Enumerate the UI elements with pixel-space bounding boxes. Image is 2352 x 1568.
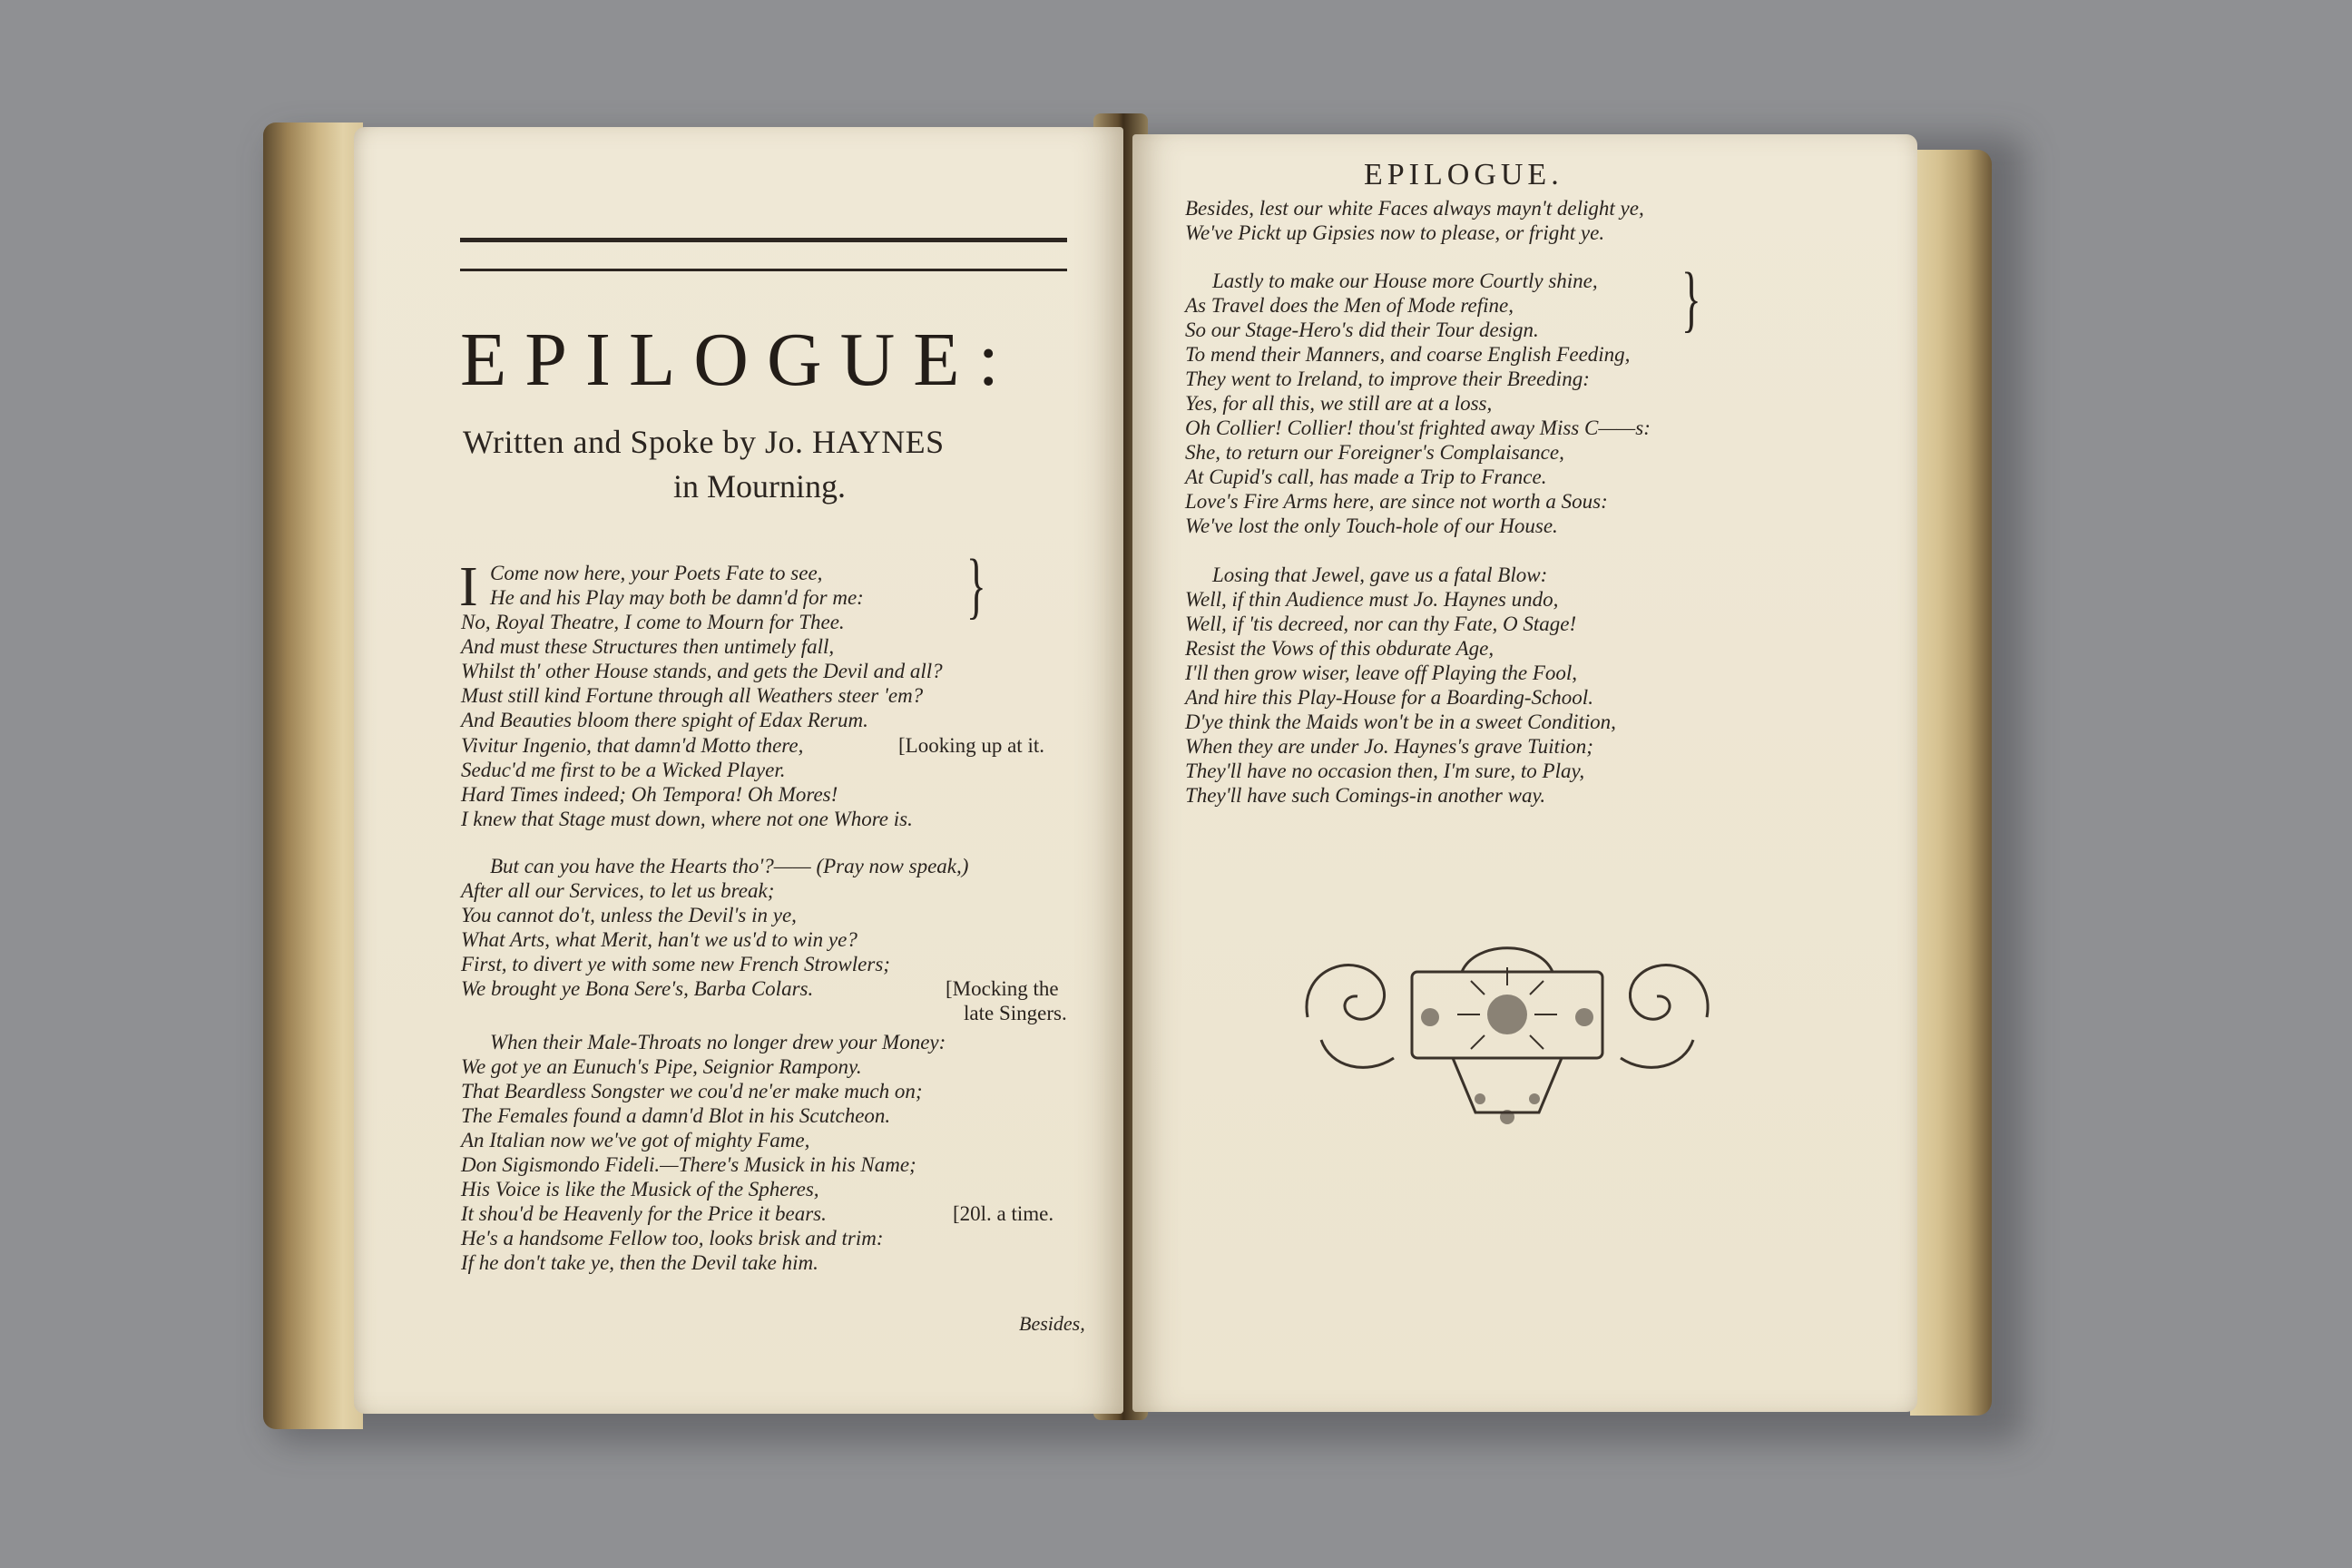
drop-cap: I: [459, 556, 478, 618]
verse-line: I'll then grow wiser, leave off Playing the Fool,: [1185, 662, 1578, 684]
verse-line: We've Pickt up Gipsies now to please, or fright ye.: [1185, 221, 1605, 244]
verse-line: And must these Structures then untimely fall,: [461, 635, 835, 658]
verse-line: Lastly to make our House more Courtly shine,: [1212, 270, 1598, 292]
verse-line: We got ye an Eunuch's Pipe, Seignior Rampony.: [461, 1055, 862, 1078]
verse-line: Hard Times indeed; Oh Tempora! Oh Mores!: [461, 783, 838, 806]
verse-line: At Cupid's call, has made a Trip to France.: [1185, 466, 1547, 488]
verse-line: So our Stage-Hero's did their Tour design.: [1185, 318, 1539, 341]
verse-line: No, Royal Theatre, I come to Mourn for Thee.: [461, 611, 845, 633]
verse-line: Seduc'd me first to be a Wicked Player.: [461, 759, 786, 781]
verse-line: When their Male-Throats no longer drew your Money:: [490, 1031, 946, 1054]
verse-line: As Travel does the Men of Mode refine,: [1185, 294, 1514, 317]
heading-rule-thick: [460, 238, 1067, 242]
running-title: EPILOGUE.: [1364, 158, 1563, 191]
verse-line: Must still kind Fortune through all Weathers steer 'em?: [461, 684, 924, 707]
verse-line: It shou'd be Heavenly for the Price it bears.: [461, 1202, 827, 1225]
verse-line: Losing that Jewel, gave us a fatal Blow:: [1212, 564, 1548, 586]
verse-line: He and his Play may both be damn'd for me:: [490, 586, 864, 609]
verse-line: That Beardless Songster we cou'd ne'er make much on;: [461, 1080, 923, 1102]
side-note: [Looking up at it.: [898, 734, 1044, 757]
verse-line: What Arts, what Merit, han't we us'd to win ye?: [461, 928, 858, 951]
verse-line: Come now here, your Poets Fate to see,: [490, 562, 823, 584]
verse-line: First, to divert ye with some new French Strowlers;: [461, 953, 890, 975]
verse-line: Resist the Vows of this obdurate Age,: [1185, 637, 1494, 660]
page-block-right-edge: [1910, 150, 1992, 1416]
verse-line: D'ye think the Maids won't be in a sweet Condition,: [1185, 710, 1616, 733]
verse-line: Yes, for all this, we still are at a loss,: [1185, 392, 1493, 415]
verse-line: But can you have the Hearts tho'?—— (Pray now speak,): [490, 855, 969, 877]
ornament-tailpiece: [1294, 931, 1720, 1140]
verse-line: If he don't take ye, then the Devil take him.: [461, 1251, 818, 1274]
verse-line: They went to Ireland, to improve their Breeding:: [1185, 368, 1590, 390]
verse-line: An Italian now we've got of mighty Fame,: [461, 1129, 810, 1152]
verse-line: Love's Fire Arms here, are since not worth a Sous:: [1185, 490, 1608, 513]
verse-line: We've lost the only Touch-hole of our House.: [1185, 514, 1558, 537]
verse-line: The Females found a damn'd Blot in his Scutcheon.: [461, 1104, 891, 1127]
verse-line: Vivitur Ingenio, that damn'd Motto there,: [461, 734, 804, 757]
side-note: late Singers.: [964, 1002, 1067, 1024]
verse-line: They'll have such Comings-in another way.: [1185, 784, 1546, 807]
left-page: [354, 127, 1123, 1414]
verse-line: After all our Services, to let us break;: [461, 879, 775, 902]
verse-line: When they are under Jo. Haynes's grave Tuition;: [1185, 735, 1593, 758]
verse-line: I knew that Stage must down, where not one Whore is.: [461, 808, 913, 830]
verse-line: She, to return our Foreigner's Complaisance,: [1185, 441, 1564, 464]
verse-line: To mend their Manners, and coarse English Feeding,: [1185, 343, 1631, 366]
heading-rule-thin: [460, 269, 1067, 271]
catchword: Besides,: [1019, 1312, 1085, 1335]
subtitle-line-1: Written and Spoke by Jo. HAYNES: [463, 424, 945, 460]
verse-line: Well, if 'tis decreed, nor can thy Fate, O Stage!: [1185, 612, 1577, 635]
brace-right-1: }: [1681, 257, 1701, 339]
side-note: [Mocking the: [946, 977, 1059, 1000]
verse-line: He's a handsome Fellow too, looks brisk and trim:: [461, 1227, 884, 1250]
page-heading: EPILOGUE:: [460, 318, 1017, 402]
verse-line: Don Sigismondo Fideli.—There's Musick in his Name;: [461, 1153, 916, 1176]
page-block-left-edge: [263, 122, 363, 1429]
verse-line: His Voice is like the Musick of the Spheres,: [461, 1178, 819, 1200]
verse-line: They'll have no occasion then, I'm sure, to Play,: [1185, 760, 1585, 782]
verse-line: Whilst th' other House stands, and gets the Devil and all?: [461, 660, 943, 682]
verse-line: Oh Collier! Collier! thou'st frighted away Miss C——s:: [1185, 416, 1651, 439]
verse-line: And hire this Play-House for a Boarding-School.: [1185, 686, 1593, 709]
verse-line: And Beauties bloom there spight of Edax Rerum.: [461, 709, 868, 731]
side-note: [20l. a time.: [953, 1202, 1054, 1225]
verse-line: Well, if thin Audience must Jo. Haynes undo,: [1185, 588, 1559, 611]
verse-line: We brought ye Bona Sere's, Barba Colars.: [461, 977, 814, 1000]
verse-line: Besides, lest our white Faces always mayn't delight ye,: [1185, 197, 1644, 220]
right-page: [1132, 134, 1917, 1412]
verse-line: You cannot do't, unless the Devil's in ye,: [461, 904, 797, 926]
subtitle-line-2: in Mourning.: [673, 468, 847, 505]
brace-left-1: }: [966, 544, 986, 626]
